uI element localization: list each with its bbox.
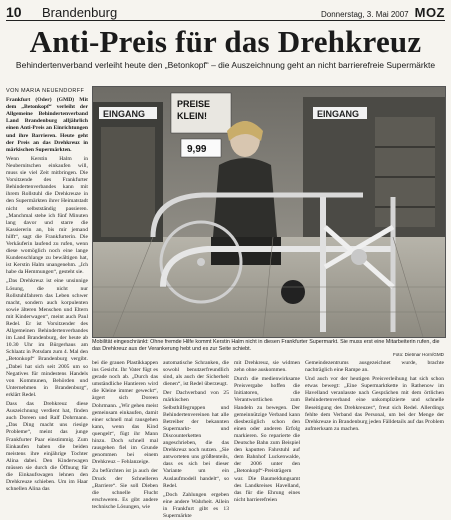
- caption-text: Mobilität eingeschränkt: Ohne fremde Hilfe kommt Kerstin Halm nicht in diesen Frankfurter Supermarkt. Sie muss erst eine Mitarbeiterin rufen, die das Drehkreuz aus der Verankerung hebt und es zur Seite schiebt.: [92, 339, 440, 352]
- photo-sign-entrance-right: EINGANG: [317, 109, 360, 119]
- section-title: Brandenburg: [42, 5, 118, 20]
- article-paragraph: Gemeindezentrums ausgezeichnet wurde, brachte nachträglich eine Rampe an.: [305, 360, 444, 374]
- byline: VON MARIA NEUENDORFF: [6, 88, 85, 94]
- article-paragraph: Wenn Kerstin Halm in Neubernitschen einkaufen will, muss sie viel Zeit mitbringen. Die Vorsitzende des Frankfurter Behindertenverbandes kann mit ihrem Rollstuhl die Drehkreuze in den Supermärkten ihrer Heimatstadt nicht selbstständig passieren. „Manchmal stehe ich fünf Minuten lang davor und starre die Kassiererin an, bis mir jemand hilft“, sagt die Frankfurterin. Die Verkäuferin laufend zu rufen, wenn diese womöglich noch eine lange Kundenschlange zu bewältigen hat, ist Kerstin Halm unangenehm. „Ich habe da Hemmungen“, gesteht sie.: [6, 155, 88, 276]
- headline: Anti-Preis für das Drehkreuz: [29, 24, 422, 59]
- article-column-4: [234, 360, 300, 503]
- article-paragraph: „Das Drehkreuz ist eine unsinnige Lösung, die nicht nur Rollstuhlfahrern das Leben schwer macht, sondern auch korpulenten sowie älteren Menschen und Eltern mit Kinderwagen“, meint auch Paul Redel. Er ist Vorsitzender des Allgemeinen Behindertenverbandes im Land Brandenburg, der heute ab 10.30 Uhr im Bürgerhaus am Schlaatz in Potsdam zum 4. Mal den „Betonkopf“ Brandenburg vergibt. „Dabei hat sich seit 2005 um so Negatives für mindestens Handels von Kommunen, Behörden und Unternehmen in Brandenburg“, erklärt Redel.: [6, 278, 88, 398]
- article-paragraph: „Doch Zahlungen ergeben eine andere Wahrheit. Allein in Frankfurt gibt es 13 Supermärkte: [163, 491, 229, 519]
- article-lead: Frankfurt (Oder) (GMD) Mit dem „Betonkopf“ verleiht der Allgemeine Behindertenverband Land Brandenburg alljährlich einen Anti-Preis an Einrichtungen und ihre Barrieren. Heute geht der Preis an das Drehkreuz in märkischen Supermärkten.: [6, 97, 88, 153]
- article-paragraph: Zu befürchten ist ja auch der Druck der Schnelleren „Barriere“. Sie soll Dieben die schnelle Flucht erschweren. Es gibt andere technische Lösungen, wie: [92, 468, 158, 510]
- article-paragraph: Dass das Drehkreuz diese Auszeichnung verdient hat, finden auch Doreen und Ralf Dohrmann. „Das Ding macht uns riesige Probleme“, meint das junge Frankfurter Paar einstimmig. Zum Einkaufen haben die beiden meistens ihre einjährige Tochter Alina dabei. Den Kinderwagen müssen sie durch die Öffnung für die Einkaufswagen lehnen den Drehkreuze schieben. Um im Haar schnellen Alina das: [6, 401, 88, 493]
- article-paragraph: Der Dachverband von 25 märkischen Selbsthilfegruppen und Behindertenvereinen hat alle Betreiber der bekannten Supermarkt- und Discounterketten angeschrieben, die das Drehkreuz noch nutzen. „Sie antworteten uns größtenteils, dass es sich bei dieser Variante um ein Auslaufmodell handelt“, so Redel.: [163, 390, 229, 489]
- issue-date: Donnerstag, 3. Mai 2007: [321, 10, 409, 19]
- article-paragraph: Und auch vor der heutigen Preisverleihung hat sich schon etwas bewegt: „Eine Supermarktkette in Rathenow im Havelland veranlasste nach Gesprächen mit dem örtlichen Behindertenverband eine unkomplizierte und schnelle Beseitigung des Drehkreuzes“, freut sich Redel. Allerdings fehlte dem Verband das Personal, um bei der Menge der Drehkreuze in Brandenburg jeden Fälldetails auf das Problem aufmerksam zu machen.: [305, 376, 444, 432]
- article-column-5: [305, 360, 444, 490]
- photo-illustration: [93, 87, 445, 337]
- article-column-2: [92, 360, 158, 510]
- photo-price-tag: 9,99: [187, 144, 207, 155]
- article-column-3: [163, 360, 229, 519]
- subheadline: Behindertenverband verleiht heute den „Betonkopf“ – die Auszeichnung geht an nicht barrierefreie Supermärkte: [15, 60, 436, 70]
- article-paragraph: bei die grauen Plastikkappen ins Gesicht. Ihr Vater fügt es gerade noch ab. „Durch das umständliche Hantieren wird die Kleine immer geweckt“, ärgert sich Doreen Dohrmann. „Wir gehen meist gemeinsam einkaufen, damit einer schnell mal rausgehen kann, wenn das Kind quengelt“, fügt ihr Mann hinzu. Doch schnell mal rausgehen fiel im Grunde genommen bei einem Drehkreuz – Fehlanzeige.: [92, 360, 158, 466]
- newspaper-logo: MOZ: [414, 5, 445, 20]
- article-paragraph: mit Drehkreuz, sie widmen zehn ohne auskommen.: [234, 360, 300, 374]
- photo-sign-price: PREISE: [177, 99, 211, 109]
- photo-caption: [92, 339, 444, 359]
- article-paragraph: Durch die medienwirksame Preisvergabe hoffen die Initiatoren, die Verantwortlichen zum Handeln zu bewegen. Der gemeinnützige Verband kann diesbezüglich schon den einen oder anderen Erfolg markieren. So reparierte die Deutsche Bahn zum Beispiel den kaputten Fahrstuhl auf dem Bahnhof Luckenwalde, der 2006 unter den „Betonkopf“-Preisträgern war. Die Baumeldungsamt des Landkreises Havelland, das für die Ehrung eines nicht barrierefreien: [234, 376, 300, 503]
- article-paragraph: automatische Schranken, die sowohl benutzerfreundlich sind, als auch der Sicherheit dienen“, ist Redel überzeugt.: [163, 360, 229, 388]
- article-column-1: [6, 86, 88, 493]
- page-header: [6, 4, 445, 21]
- photo-sign-entrance-left: EINGANG: [103, 109, 146, 119]
- photo-credit: Foto: Dietmar Horn/GMD: [392, 352, 444, 358]
- article-photo: [92, 86, 446, 338]
- photo-sign-price-2: KLEIN!: [177, 111, 207, 121]
- page-number: 10: [6, 4, 22, 20]
